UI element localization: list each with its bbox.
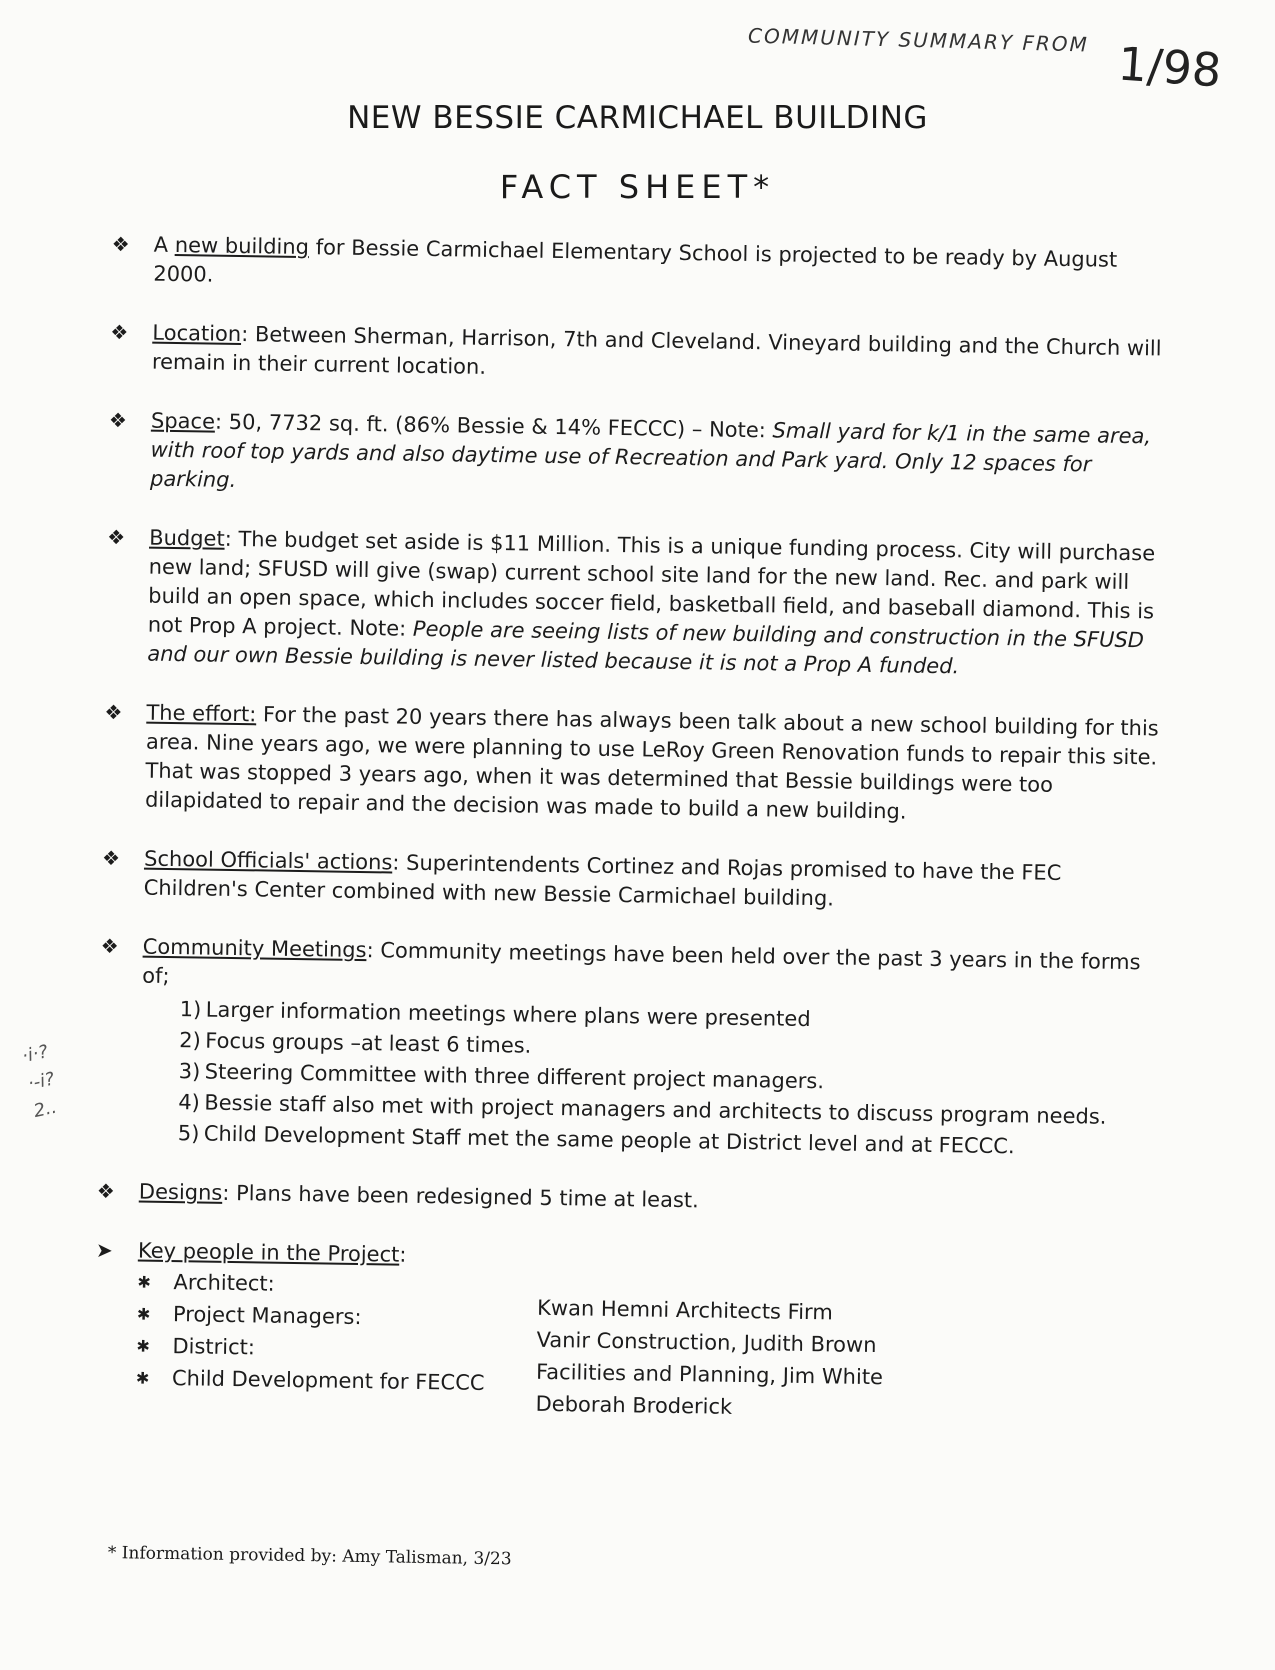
footnote: * Information provided by: Amy Talisman, 3/23 xyxy=(107,1543,512,1570)
roles-list xyxy=(135,1268,537,1422)
role-item: ✱ Project Managers: xyxy=(137,1300,537,1335)
fact-label: Key people in the Project xyxy=(137,1238,400,1267)
name-item: Facilities and Planning, Jim White xyxy=(535,1359,884,1390)
fact-label: Designs xyxy=(138,1179,223,1205)
fact-meetings xyxy=(98,932,1161,1164)
fact-label: new building xyxy=(174,232,310,260)
asterisk-bullet-icon: ✱ xyxy=(136,1336,151,1356)
diamond-bullet-icon: ❖ xyxy=(100,933,119,959)
asterisk-bullet-icon: ✱ xyxy=(135,1368,150,1388)
diamond-bullet-icon: ❖ xyxy=(101,845,121,871)
names-list xyxy=(535,1294,884,1427)
fact-officials xyxy=(101,844,1162,919)
fact-budget xyxy=(105,523,1167,685)
margin-scribble: ·i·? ·-i? 2.. xyxy=(20,1041,59,1122)
fact-label: Community Meetings xyxy=(142,934,367,963)
diamond-bullet-icon: ❖ xyxy=(110,319,129,345)
fact-label: Budget xyxy=(148,525,225,551)
page-subtitle: FACT SHEET* xyxy=(499,168,776,206)
name-item: Kwan Hemni Architects Firm xyxy=(536,1295,833,1325)
fact-list xyxy=(93,230,1172,1461)
name-item: Deborah Broderick xyxy=(535,1391,733,1419)
list-item: 3) Steering Committee with three different project managers. xyxy=(178,1059,825,1094)
fact-label: Space xyxy=(150,408,216,434)
fact-note: People are seeing lists of new building and construction in the SFUSD and our own Bessie building is never listed because it is not a Prop A funded. xyxy=(147,616,1145,679)
handwritten-date: 1/98 xyxy=(1116,36,1224,98)
key-people-table xyxy=(135,1268,1155,1432)
fact-note: Small yard for k/1 in the same area, with roof top yards and also daytime use of Recreation and Park yard. Only 12 spaces for parking. xyxy=(149,418,1152,492)
list-item: 4) Bessie staff also met with project managers and architects to discuss program needs. xyxy=(178,1090,1107,1129)
fact-text: : Superintendents Cortinez and Rojas promised to have the FEC Children's Center combined with new Bessie Carmichael building. xyxy=(143,850,1062,911)
fact-text: : 50, 7732 sq. ft. (86% Bessie & 14% FECCC) – Note: xyxy=(214,409,773,443)
fact-space xyxy=(108,406,1169,510)
fact-label: Location xyxy=(152,320,242,347)
diamond-bullet-icon: ❖ xyxy=(108,407,128,433)
fact-key-people: ➤ Key people in the Project: ✱ Architect: ✱ Project Managers: ✱ District: ✱ Child Development for FECCC Kwan Hemni Architects Firm Vanir Construction, Judith Brown Facilities and Planning, Jim White Deborah Broderick xyxy=(93,1236,1156,1432)
fact-new-building: ❖ A new building for Bessie Carmichael Elementary School is projected to be ready by August 2000. xyxy=(111,231,1118,287)
fact-designs xyxy=(97,1177,1157,1223)
fact-text: : The budget set aside is $11 Million. This is a unique funding process. City will purchase new land; SFUSD will give (swap) current school site land for the new land. Rec. and park will build an open space, which includes soccer field, basketball field, and baseball diamond. This is not Prop A project. Note: xyxy=(147,526,1156,641)
list-item: 2) Focus groups –at least 6 times. xyxy=(179,1028,532,1058)
fact-location xyxy=(110,318,1171,393)
fact-effort xyxy=(103,698,1165,831)
role-item: ✱ Child Development for FECCC xyxy=(136,1364,536,1399)
name-item: Vanir Construction, Judith Brown xyxy=(536,1327,877,1358)
asterisk-bullet-icon: ✱ xyxy=(136,1304,151,1324)
arrow-bullet-icon: ➤ xyxy=(95,1237,113,1263)
asterisk-bullet-icon: ✱ xyxy=(137,1272,152,1292)
fact-label: The effort: xyxy=(146,700,257,727)
page-title: NEW BESSIE CARMICHAEL BUILDING xyxy=(347,100,928,136)
list-item: 1) Larger information meetings where plans were presented xyxy=(179,997,811,1032)
fact-text: : Between Sherman, Harrison, 7th and Cleveland. Vineyard building and the Church will remain in their current location. xyxy=(151,322,1162,379)
diamond-bullet-icon: ❖ xyxy=(106,524,126,550)
fact-label: School Officials' actions xyxy=(143,846,393,875)
list-item: 5) Child Development Staff met the same people at District level and at FECCC. xyxy=(177,1121,1015,1159)
meeting-forms-list xyxy=(140,995,1160,1164)
diamond-bullet-icon: ❖ xyxy=(111,231,130,257)
fact-text: For the past 20 years there has always been talk about a new school building for this area. Nine years ago, we were planning to use LeRoy Green Renovation funds to repair this site. That was stopped 3 years ago, when it was determined that Bessie buildings were too dilapidated to repair and the decision was made to build a new building. xyxy=(144,702,1159,824)
fact-text: : Community meetings have been held over the past 3 years in the forms of; xyxy=(142,938,1141,988)
diamond-bullet-icon: ❖ xyxy=(96,1178,116,1204)
role-item: ✱ Architect: xyxy=(137,1268,537,1303)
fact-text: for Bessie Carmichael Elementary School is projected to be ready by August 2000. xyxy=(153,235,1118,287)
fact-text: : Plans have been redesigned 5 time at least. xyxy=(222,1180,699,1213)
diamond-bullet-icon: ❖ xyxy=(104,699,123,725)
handwritten-note: COMMUNITY SUMMARY FROM xyxy=(747,23,1090,57)
role-item: ✱ District: xyxy=(136,1332,536,1367)
